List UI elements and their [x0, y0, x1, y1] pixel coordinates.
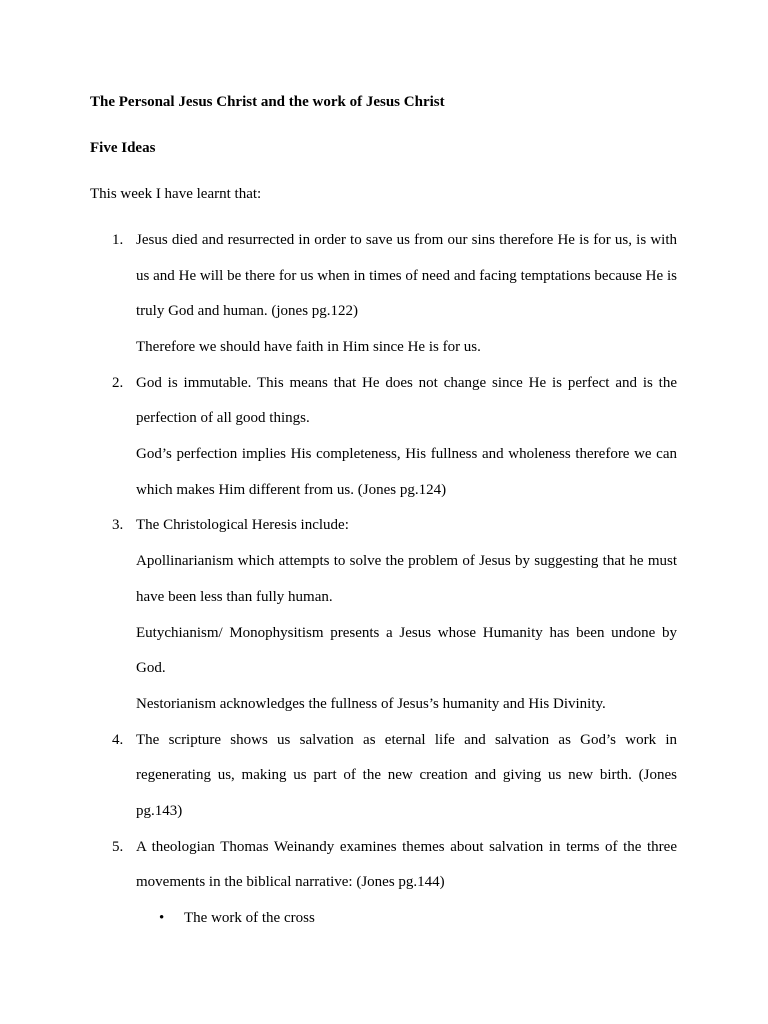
list-item-number: 2.	[112, 375, 124, 391]
list-item-line: movements in the biblical narrative: (Jones pg.144)	[136, 874, 445, 890]
list-item-line: truly God and human. (jones pg.122)	[136, 303, 359, 319]
list-item-line: Therefore we should have faith in Him since He is for us.	[136, 339, 481, 355]
list-item-line: The scripture shows us salvation as eternal life and salvation as God’s work in	[136, 732, 677, 748]
list-item-line: God is immutable. This means that He does not change since He is perfect and is the	[136, 375, 677, 391]
document-title: The Personal Jesus Christ and the work of Jesus Christ	[90, 94, 445, 110]
list-item-line: A theologian Thomas Weinandy examines themes about salvation in terms of the three	[136, 839, 677, 855]
list-item-line: The Christological Heresis include:	[136, 517, 349, 533]
bullet-text: The work of the cross	[184, 910, 315, 926]
list-item-line: which makes Him different from us. (Jones pg.124)	[136, 482, 447, 498]
list-item-line: Eutychianism/ Monophysitism presents a Jesus whose Humanity has been undone by	[136, 625, 677, 641]
list-item-number: 1.	[112, 232, 124, 248]
list-item-number: 4.	[112, 732, 124, 748]
list-item-line: perfection of all good things.	[136, 410, 310, 426]
list-item-line: God.	[136, 660, 166, 676]
list-item-line: God’s perfection implies His completeness, His fullness and wholeness therefore we can	[136, 446, 677, 462]
section-heading: Five Ideas	[90, 140, 156, 156]
list-item-line: Apollinarianism which attempts to solve the problem of Jesus by suggesting that he must	[136, 553, 677, 569]
list-item-number: 3.	[112, 517, 124, 533]
list-item-line: pg.143)	[136, 803, 183, 819]
list-item-line: regenerating us, making us part of the new creation and giving us new birth. (Jones	[136, 767, 677, 783]
intro-paragraph: This week I have learnt that:	[90, 186, 262, 202]
list-item-line: us and He will be there for us when in times of need and facing temptations because He is	[136, 268, 677, 284]
list-item-line: Nestorianism acknowledges the fullness of Jesus’s humanity and His Divinity.	[136, 696, 606, 712]
list-item-line: have been less than fully human.	[136, 589, 333, 605]
bullet-icon: •	[159, 910, 165, 926]
list-item-line: Jesus died and resurrected in order to save us from our sins therefore He is for us, is with	[136, 232, 677, 248]
list-item-number: 5.	[112, 839, 124, 855]
